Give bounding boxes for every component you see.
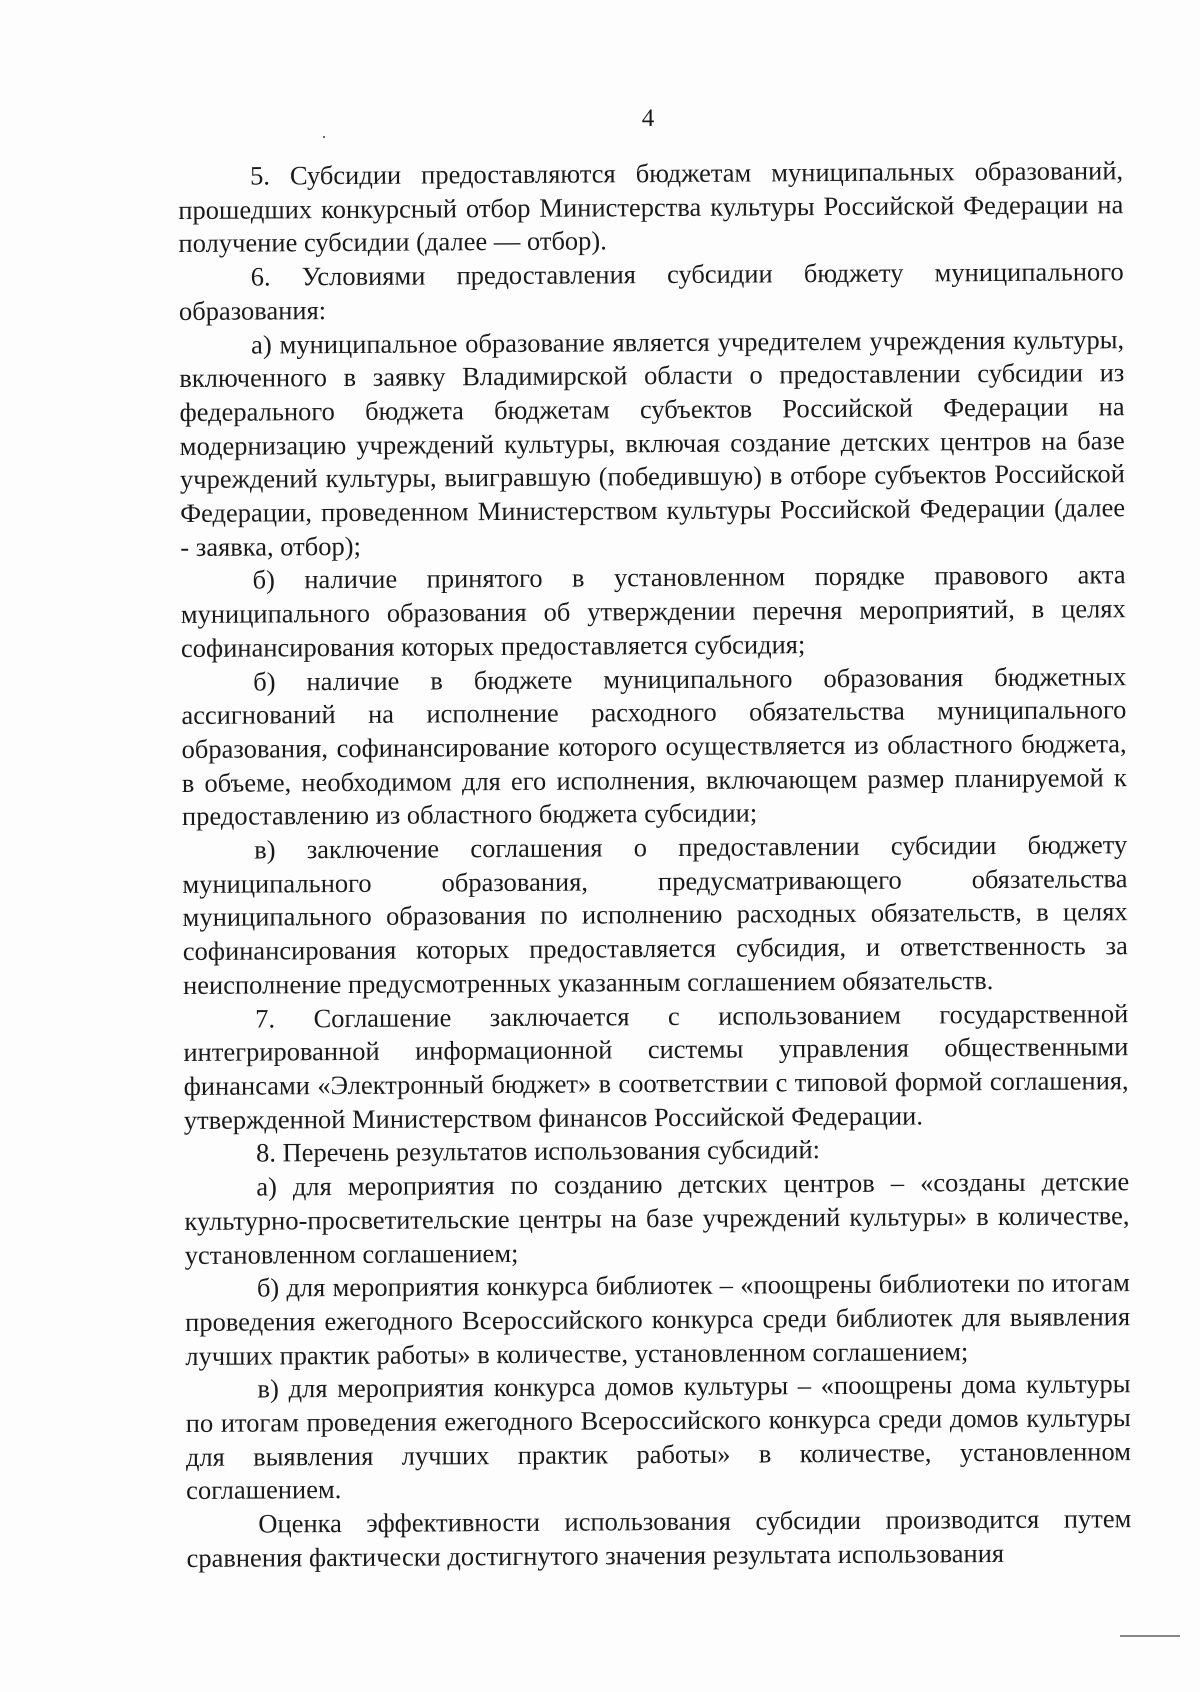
paragraph-6-v: в) заключение соглашения о предоставлении субсидии бюджету муниципального образования, предусматривающего обязательства муниципального образования по исполнению расходных обязательств, в целях софинансирования которых предоставляется субсидия, и ответственность за неисполнение предусмотренных указанным соглашением обязательств. <box>182 829 1128 1000</box>
page-number: 4 <box>641 105 655 132</box>
paragraph-5: 5. Субсидии предоставляются бюджетам муниципальных образований, прошедших конкурсный отбор Министерства культуры Российской Федерации на получение субсидии (далее — отбор). <box>178 155 1124 259</box>
paragraph-6-b-legal-act: б) наличие принятого в установленном порядке правового акта муниципального образования об утверждении перечня мероприятий, в целях софинансирования которых предоставляется субсидия; <box>180 559 1126 663</box>
paragraph-evaluation: Оценка эффективности использования субсидии производится путем сравнения фактически достигнутого значения результата использования <box>186 1503 1132 1573</box>
paragraph-8: 8. Перечень результатов использования субсидий: <box>255 1134 821 1168</box>
scan-speck <box>323 136 325 138</box>
paragraph-6-b-budget: б) наличие в бюджете муниципального образования бюджетных ассигнований на исполнение расходного обязательства муниципального образования, софинансирование которого осуществляется из областного бюджета, в объеме, необходимом для его исполнения, включающем размер планируемой к предоставлению из областного бюджета субсидии; <box>181 660 1127 832</box>
document-body <box>178 154 1132 1575</box>
scan-edge-line <box>1120 1635 1180 1637</box>
paragraph-6: 6. Условиями предоставления субсидии бюджету муниципального образования: <box>178 256 1124 326</box>
paragraph-8-a: а) для мероприятия по созданию детских центров – «созданы детские культурно-просветительские центры на базе учреждений культуры» в количестве, установленном соглашением; <box>184 1166 1130 1270</box>
paragraph-8-b: б) для мероприятия конкурса библиотек – «поощрены библиотеки по итогам проведения ежегодного Всероссийского конкурса среди библиотек для выявления лучших практик работы» в количестве, установленном соглашением; <box>185 1267 1131 1371</box>
paragraph-6-a: а) муниципальное образование является учредителем учреждения культуры, включенного в заявку Владимирской области о предоставлении субсидии из федерального бюджета бюджетам субъектов Российской Федерации на модернизацию учреждений культуры, включая создание детских центров на базе учреждений культуры, выигравшую (победившую) в отборе субъектов Российской Федерации, проведенном Министерством культуры Российской Федерации (далее - заявка, отбор); <box>179 323 1126 562</box>
paragraph-8-v: в) для мероприятия конкурса домов культуры – «поощрены дома культуры по итогам проведения ежегодного Всероссийского конкурса среди домов культуры для выявления лучших практик работы» в количестве, установленном соглашением. <box>185 1368 1131 1506</box>
paragraph-7: 7. Соглашение заключается с использованием государственной интегрированной информационной системы управления общественными финансами «Электронный бюджет» в соответствии с типовой формой соглашения, утвержденной Министерством финансов Российской Федерации. <box>183 997 1129 1135</box>
